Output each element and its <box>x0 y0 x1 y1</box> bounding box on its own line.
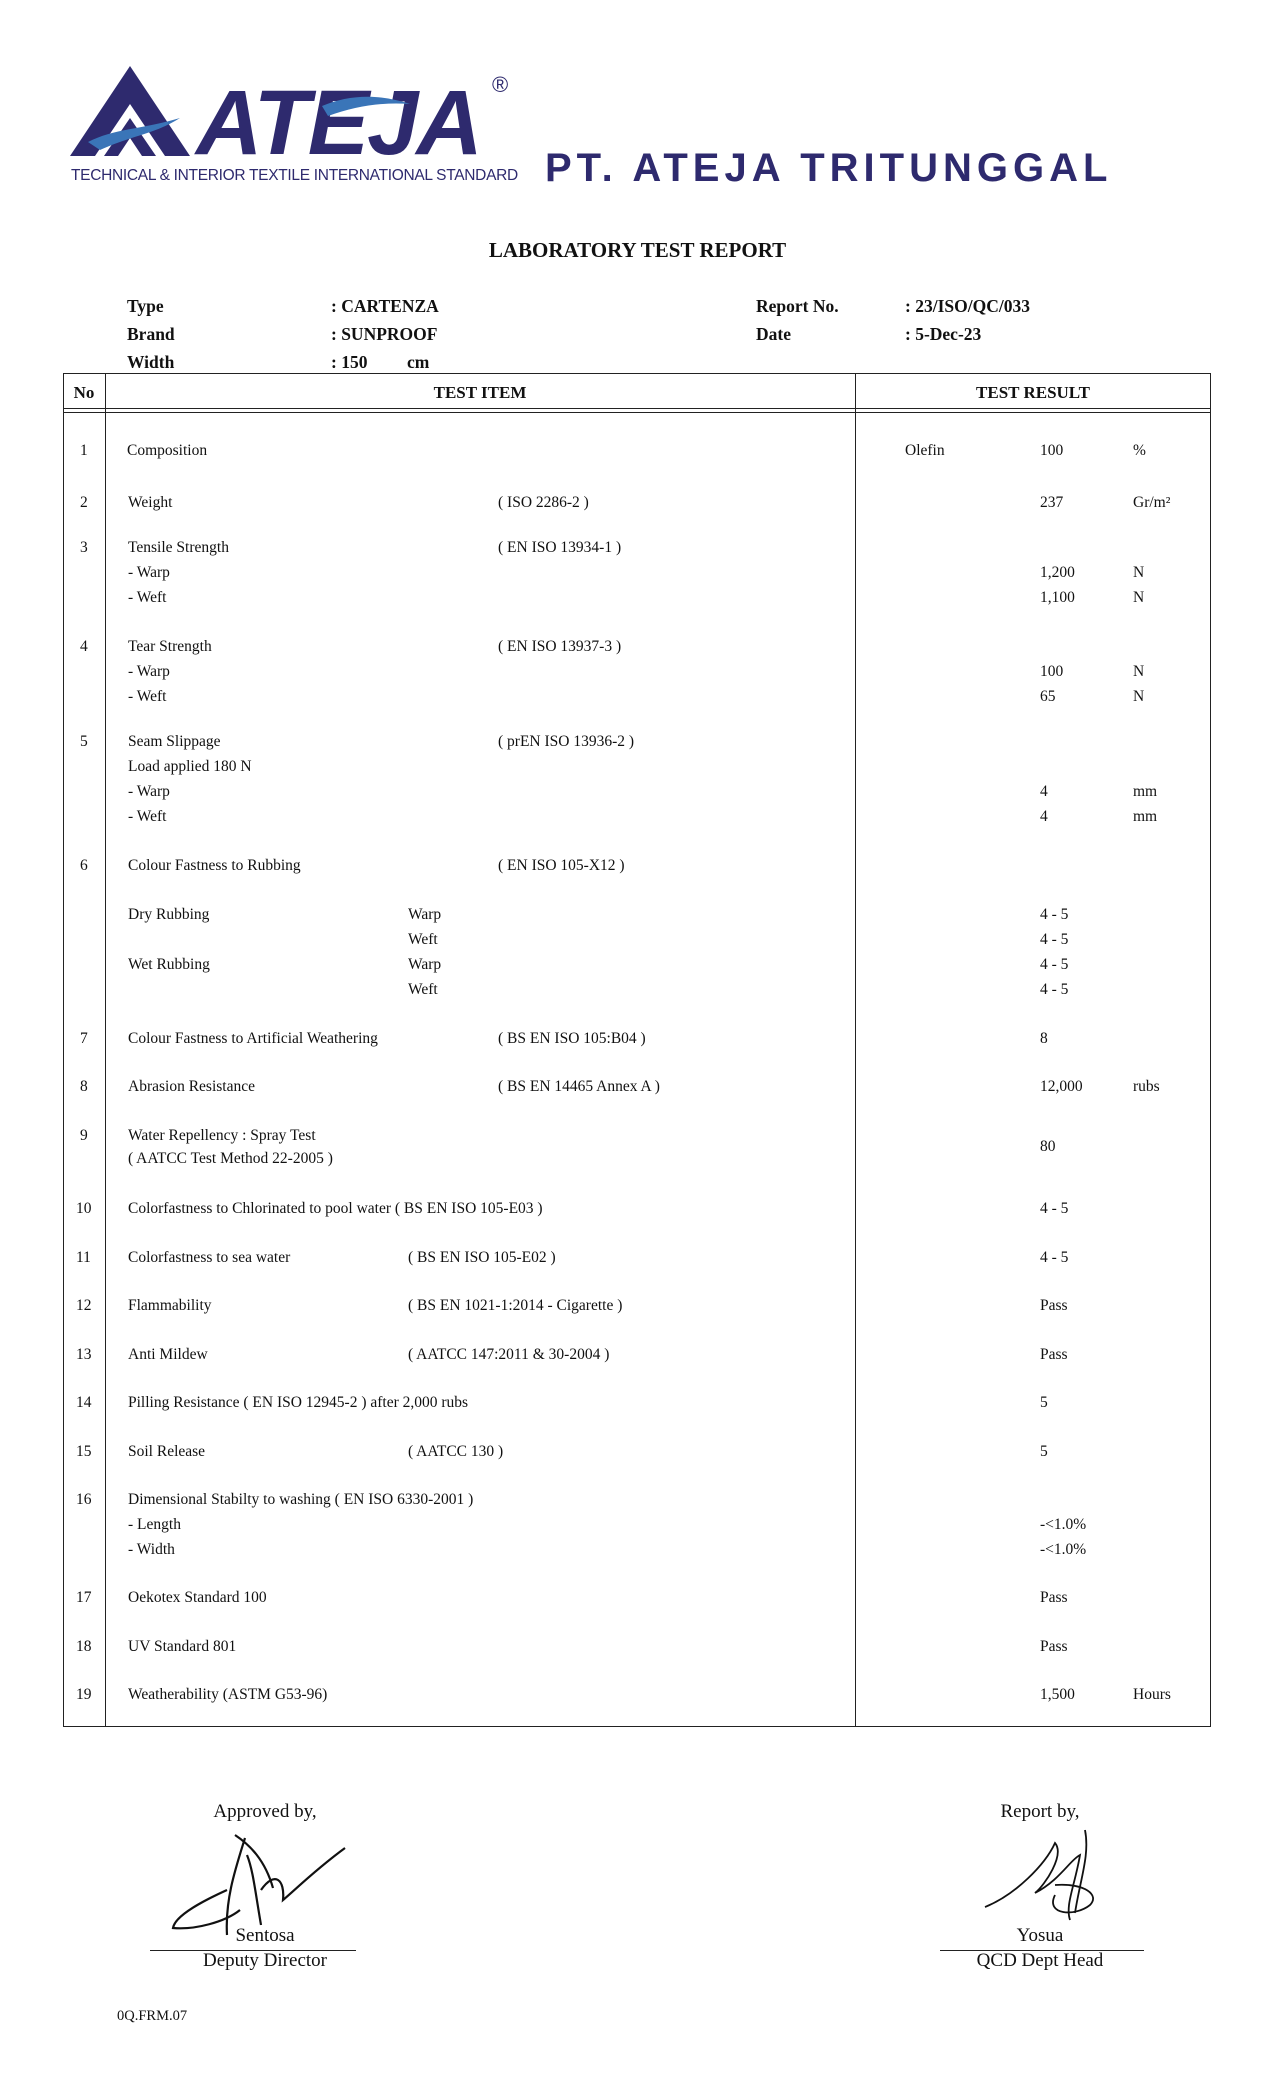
column-header-no: No <box>73 383 95 402</box>
row-3-warp-unit: N <box>1133 564 1145 581</box>
row-6-dry-warp-value: 4 - 5 <box>1040 906 1069 923</box>
brand-label: Brand <box>127 324 175 344</box>
row-6-dry-label: Dry Rubbing <box>128 906 210 923</box>
row-15-item: Soil Release <box>128 1443 206 1460</box>
row-6-dry-weft-value: 4 - 5 <box>1040 931 1069 948</box>
row-8-value: 12,000 <box>1040 1078 1083 1095</box>
svg-text:ATEJA: ATEJA <box>196 72 481 168</box>
row-4-warp-unit: N <box>1133 663 1145 680</box>
svg-text:®: ® <box>492 72 509 97</box>
row-3-warp-value: 1,200 <box>1040 564 1075 581</box>
column-header-test-item: TEST ITEM <box>433 383 527 402</box>
width-value: : 150 <box>331 352 368 372</box>
row-6-no: 6 <box>80 857 88 874</box>
report-name: Yosua <box>1016 1925 1064 1946</box>
row-9-value: 80 <box>1040 1138 1056 1155</box>
ateja-logo <box>60 58 530 168</box>
row-15-method: ( AATCC 130 ) <box>408 1443 504 1460</box>
row-8-no: 8 <box>80 1078 88 1095</box>
row-3-no: 3 <box>80 539 88 556</box>
row-19-unit: Hours <box>1133 1686 1171 1703</box>
row-11-no: 11 <box>76 1249 91 1266</box>
row-10-value: 4 - 5 <box>1040 1200 1069 1217</box>
row-17-no: 17 <box>76 1589 92 1606</box>
row-7-value: 8 <box>1040 1030 1048 1047</box>
row-4-weft-value: 65 <box>1040 688 1056 705</box>
row-4-warp-label: - Warp <box>128 663 170 680</box>
row-16-width-value: -<1.0% <box>1040 1541 1087 1558</box>
row-5-item: Seam Slippage <box>128 733 221 750</box>
row-16-item: Dimensional Stabilty to washing ( EN ISO 6330-2001 ) <box>128 1491 474 1508</box>
row-19-value: 1,500 <box>1040 1686 1075 1703</box>
row-4-no: 4 <box>80 638 88 655</box>
row-6-method: ( EN ISO 105-X12 ) <box>498 857 625 874</box>
row-4-warp-value: 100 <box>1040 663 1064 680</box>
row-5-warp-unit: mm <box>1133 783 1158 800</box>
report-by-label: Report by, <box>1000 1801 1080 1822</box>
row-13-item: Anti Mildew <box>128 1346 208 1363</box>
test-table <box>63 373 1211 1727</box>
row-6-dry-weft: Weft <box>408 931 438 948</box>
row-18-no: 18 <box>76 1638 92 1655</box>
row-9-method: ( AATCC Test Method 22-2005 ) <box>128 1150 333 1167</box>
report-signature <box>975 1825 1115 1930</box>
report-no-value: : 23/ISO/QC/033 <box>905 296 1030 316</box>
row-15-no: 15 <box>76 1443 92 1460</box>
row-5-weft-unit: mm <box>1133 808 1158 825</box>
row-13-value: Pass <box>1040 1346 1068 1363</box>
row-12-no: 12 <box>76 1297 92 1314</box>
row-14-item: Pilling Resistance ( EN ISO 12945-2 ) after 2,000 rubs <box>128 1394 469 1411</box>
row-5-method: ( prEN ISO 13936-2 ) <box>498 733 635 750</box>
row-7-item: Colour Fastness to Artificial Weathering <box>128 1030 378 1047</box>
logo-tagline: TECHNICAL & INTERIOR TEXTILE INTERNATIONAL STANDARD <box>71 167 518 184</box>
row-6-wet-warp-value: 4 - 5 <box>1040 956 1069 973</box>
table-divider-result <box>855 373 856 1727</box>
row-5-warp-value: 4 <box>1040 783 1048 800</box>
row-11-item: Colorfastness to sea water <box>128 1249 291 1266</box>
row-5-no: 5 <box>80 733 88 750</box>
row-2-unit: Gr/m² <box>1133 494 1171 511</box>
row-3-weft-value: 1,100 <box>1040 589 1075 606</box>
row-19-item: Weatherability (ASTM G53-96) <box>128 1686 328 1703</box>
row-10-item: Colorfastness to Chlorinated to pool water ( BS EN ISO 105-E03 ) <box>128 1200 543 1217</box>
row-17-value: Pass <box>1040 1589 1068 1606</box>
row-12-method: ( BS EN 1021-1:2014 - Cigarette ) <box>408 1297 623 1314</box>
row-2-value: 237 <box>1040 494 1064 511</box>
type-value: : CARTENZA <box>331 296 439 316</box>
table-header-rule <box>63 408 1211 409</box>
form-code: 0Q.FRM.07 <box>117 2008 188 2024</box>
row-18-item: UV Standard 801 <box>128 1638 237 1655</box>
row-4-weft-unit: N <box>1133 688 1145 705</box>
row-1-item: Composition <box>127 442 208 459</box>
row-12-item: Flammability <box>128 1297 212 1314</box>
row-1-no: 1 <box>80 442 88 459</box>
row-8-method: ( BS EN 14465 Annex A ) <box>498 1078 660 1095</box>
date-label: Date <box>756 324 791 344</box>
row-6-dry-warp: Warp <box>408 906 442 923</box>
row-1-material: Olefin <box>905 442 945 459</box>
width-label: Width <box>127 352 175 372</box>
row-6-item: Colour Fastness to Rubbing <box>128 857 301 874</box>
row-6-wet-warp: Warp <box>408 956 442 973</box>
row-15-value: 5 <box>1040 1443 1048 1460</box>
row-16-length-value: -<1.0% <box>1040 1516 1087 1533</box>
row-8-item: Abrasion Resistance <box>128 1078 255 1095</box>
row-2-method: ( ISO 2286-2 ) <box>498 494 589 511</box>
row-11-value: 4 - 5 <box>1040 1249 1069 1266</box>
row-16-width-label: - Width <box>128 1541 175 1558</box>
row-13-method: ( AATCC 147:2011 & 30-2004 ) <box>408 1346 610 1363</box>
approved-by-label: Approved by, <box>213 1801 317 1822</box>
row-3-weft-label: - Weft <box>128 589 167 606</box>
row-5-weft-label: - Weft <box>128 808 167 825</box>
table-divider-no <box>105 373 106 1727</box>
width-unit: cm <box>407 352 430 372</box>
row-12-value: Pass <box>1040 1297 1068 1314</box>
row-3-warp-label: - Warp <box>128 564 170 581</box>
row-3-item: Tensile Strength <box>128 539 229 556</box>
row-18-value: Pass <box>1040 1638 1068 1655</box>
row-16-no: 16 <box>76 1491 92 1508</box>
row-17-item: Oekotex Standard 100 <box>128 1589 267 1606</box>
type-label: Type <box>127 296 164 316</box>
row-6-wet-weft: Weft <box>408 981 438 998</box>
row-8-unit: rubs <box>1133 1078 1160 1095</box>
row-10-no: 10 <box>76 1200 92 1217</box>
row-19-no: 19 <box>76 1686 92 1703</box>
row-1-unit: % <box>1133 442 1146 459</box>
row-5-load: Load applied 180 N <box>128 758 252 775</box>
row-7-method: ( BS EN ISO 105:B04 ) <box>498 1030 646 1047</box>
row-5-weft-value: 4 <box>1040 808 1048 825</box>
row-3-method: ( EN ISO 13934-1 ) <box>498 539 622 556</box>
row-5-warp-label: - Warp <box>128 783 170 800</box>
row-9-item: Water Repellency : Spray Test <box>128 1127 316 1144</box>
approved-title: Deputy Director <box>203 1950 327 1971</box>
row-14-no: 14 <box>76 1394 92 1411</box>
report-title: LABORATORY TEST REPORT <box>488 238 787 262</box>
row-16-length-label: - Length <box>128 1516 181 1533</box>
row-4-method: ( EN ISO 13937-3 ) <box>498 638 622 655</box>
row-2-no: 2 <box>80 494 88 511</box>
row-3-weft-unit: N <box>1133 589 1145 606</box>
date-value: : 5-Dec-23 <box>905 324 982 344</box>
row-4-weft-label: - Weft <box>128 688 167 705</box>
row-11-method: ( BS EN ISO 105-E02 ) <box>408 1249 556 1266</box>
row-4-item: Tear Strength <box>128 638 212 655</box>
row-14-value: 5 <box>1040 1394 1048 1411</box>
row-6-wet-label: Wet Rubbing <box>128 956 210 973</box>
report-no-label: Report No. <box>756 296 839 316</box>
column-header-test-result: TEST RESULT <box>976 383 1090 402</box>
row-9-no: 9 <box>80 1127 88 1144</box>
brand-value: : SUNPROOF <box>331 324 438 344</box>
approved-name: Sentosa <box>235 1925 295 1946</box>
row-7-no: 7 <box>80 1030 88 1047</box>
row-1-value: 100 <box>1040 442 1064 459</box>
company-name: PT. ATEJA TRITUNGGAL <box>545 146 1113 190</box>
row-2-item: Weight <box>128 494 173 511</box>
row-6-wet-weft-value: 4 - 5 <box>1040 981 1069 998</box>
row-13-no: 13 <box>76 1346 92 1363</box>
table-header-rule-double <box>63 412 1211 413</box>
report-title: QCD Dept Head <box>976 1950 1104 1971</box>
